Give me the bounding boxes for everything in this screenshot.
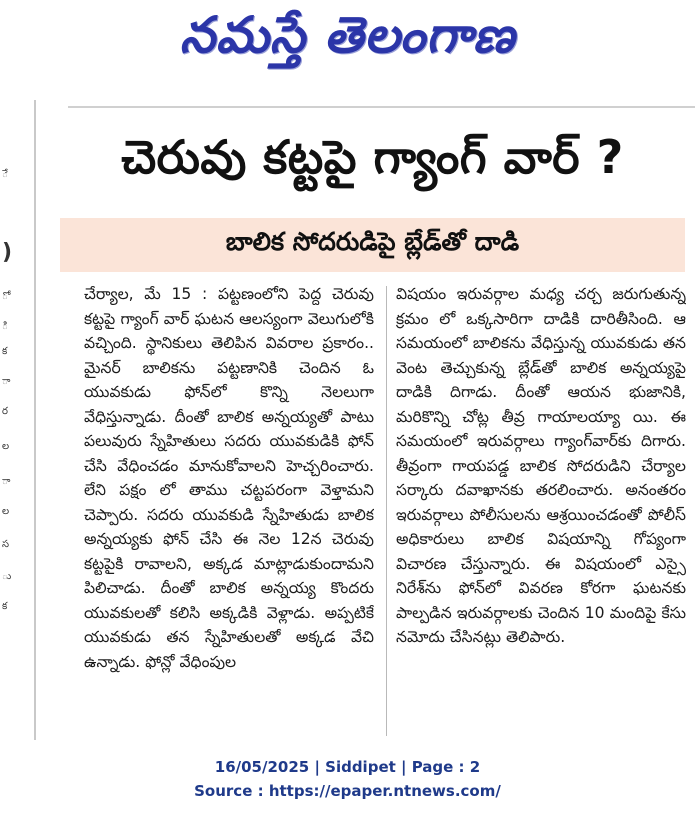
article-column-1: చేర్యాల, మే 15 : పట్టణంలోని పెద్ద చెరువు కట్టపై గ్యాంగ్ వార్ ఘటన ఆలస్యంగా వెలుగులోకి వచ్చింది. స్థానికులు తెలిపిన వివరాల ప్రకారం.. మైనర్ బాలికను పట్టణానికి చెందిన ఓ యువకుడు ఫోన్‌లో కొన్ని నెలలుగా వేధిస్తున్నాడు. దీంతో బాలిక అన్నయ్యతో పాటు పలువురు స్నేహితులు సదరు యువకుడికి ఫోన్ చేసి వేధించడం మానుకోవాలని హెచ్చరించారు. లేని పక్షం లో తాము చట్టపరంగా వెళ్తామని చెప్పారు. సదరు యువకుడి స్నేహితుడు బాలిక అన్నయ్యకు ఫోన్ చేసి ఈ నెల 12న చెరువు కట్టపైకి రావాలని, అక్కడ మాట్లాడుకుందామని పిలిచాడు. దీంతో బాలిక అన్నయ్య కొందరు యువకులతో కలిసి అక్కడికి వెళ్లాడు. అప్పటికే యువకుడు తన స్నేహితులతో అక్కడ వేచి ఉన్నాడు. ఫోన్లో వేధింపుల: [84, 285, 374, 671]
article-column-2: విషయం ఇరువర్గాల మధ్య చర్చ జరుగుతున్న క్రమం లో ఒక్కసారిగా దాడికి దారితీసింది. ఆ సమయంలో బాలికను వేధిస్తున్న యువకుడు తన వెంట తెచ్చుకున్న బ్లేడ్‌తో బాలిక అన్నయ్యపై దాడికి దిగాడు. దీంతో ఆయన భుజానికి, మరికొన్ని చోట్ల తీవ్ర గాయాలయ్యా యి. ఈ సమయంలో ఇరువర్గాలు గ్యాంగ్‌వార్‌కు దిగారు. తీవ్రంగా గాయపడ్డ బాలిక సోదరుడిని చేర్యాల సర్కారు దవాఖానకు తరలించారు. అనంతరం ఇరువర్గాలు పోలీసులను ఆశ్రయించడంతో పోలీస్ అధికారులు బాలిక విషయాన్ని గోప్యంగా విచారణ చేస్తున్నారు. ఈ విషయంలో ఎస్సై నిరేశ్‌ను ఫోన్‌లో వివరణ కోరగా ఘటనకు పాల్పడిన ఇరువర్గాలకు చెందిన 10 మందిపై కేసు నమోదు చేసినట్లు తెలిపారు.: [396, 285, 686, 646]
subheadline-band: [60, 218, 685, 272]
top-divider: [68, 106, 695, 108]
source-footer: [0, 755, 695, 815]
edge-fragment: క: [2, 601, 8, 612]
edge-fragment: ర: [2, 406, 8, 417]
edge-fragment: ల: [2, 506, 10, 517]
source-url[interactable]: Source : https://epaper.ntnews.com/: [194, 782, 501, 800]
edge-fragment: ో: [2, 291, 8, 302]
edge-fragment: ి: [2, 321, 8, 332]
article-subheadline: బాలిక సోదరుడిపై బ్లేడ్‌తో దాడి: [225, 227, 520, 256]
edge-fragment: ): [2, 240, 13, 265]
edge-fragment: ా: [2, 376, 11, 387]
left-margin-rule: [34, 100, 36, 740]
edge-fragment: ు: [2, 571, 12, 582]
edge-fragment: స: [2, 539, 10, 550]
column-divider: [386, 286, 387, 736]
adjacent-article-edge: [0, 160, 14, 720]
edge-fragment: ే: [2, 169, 8, 180]
edge-fragment: ల: [2, 441, 10, 452]
edge-fragment: క: [2, 346, 8, 357]
edition-info: 16/05/2025 | Siddipet | Page : 2: [214, 758, 481, 776]
edge-fragment: ా: [2, 476, 11, 487]
article-body: [84, 282, 686, 742]
masthead: [0, 0, 695, 82]
article-headline: చెరువు కట్టపై గ్యాంగ్ వార్ ?: [121, 130, 624, 184]
masthead-title: నమస్తే తెలంగాణ: [179, 5, 516, 64]
